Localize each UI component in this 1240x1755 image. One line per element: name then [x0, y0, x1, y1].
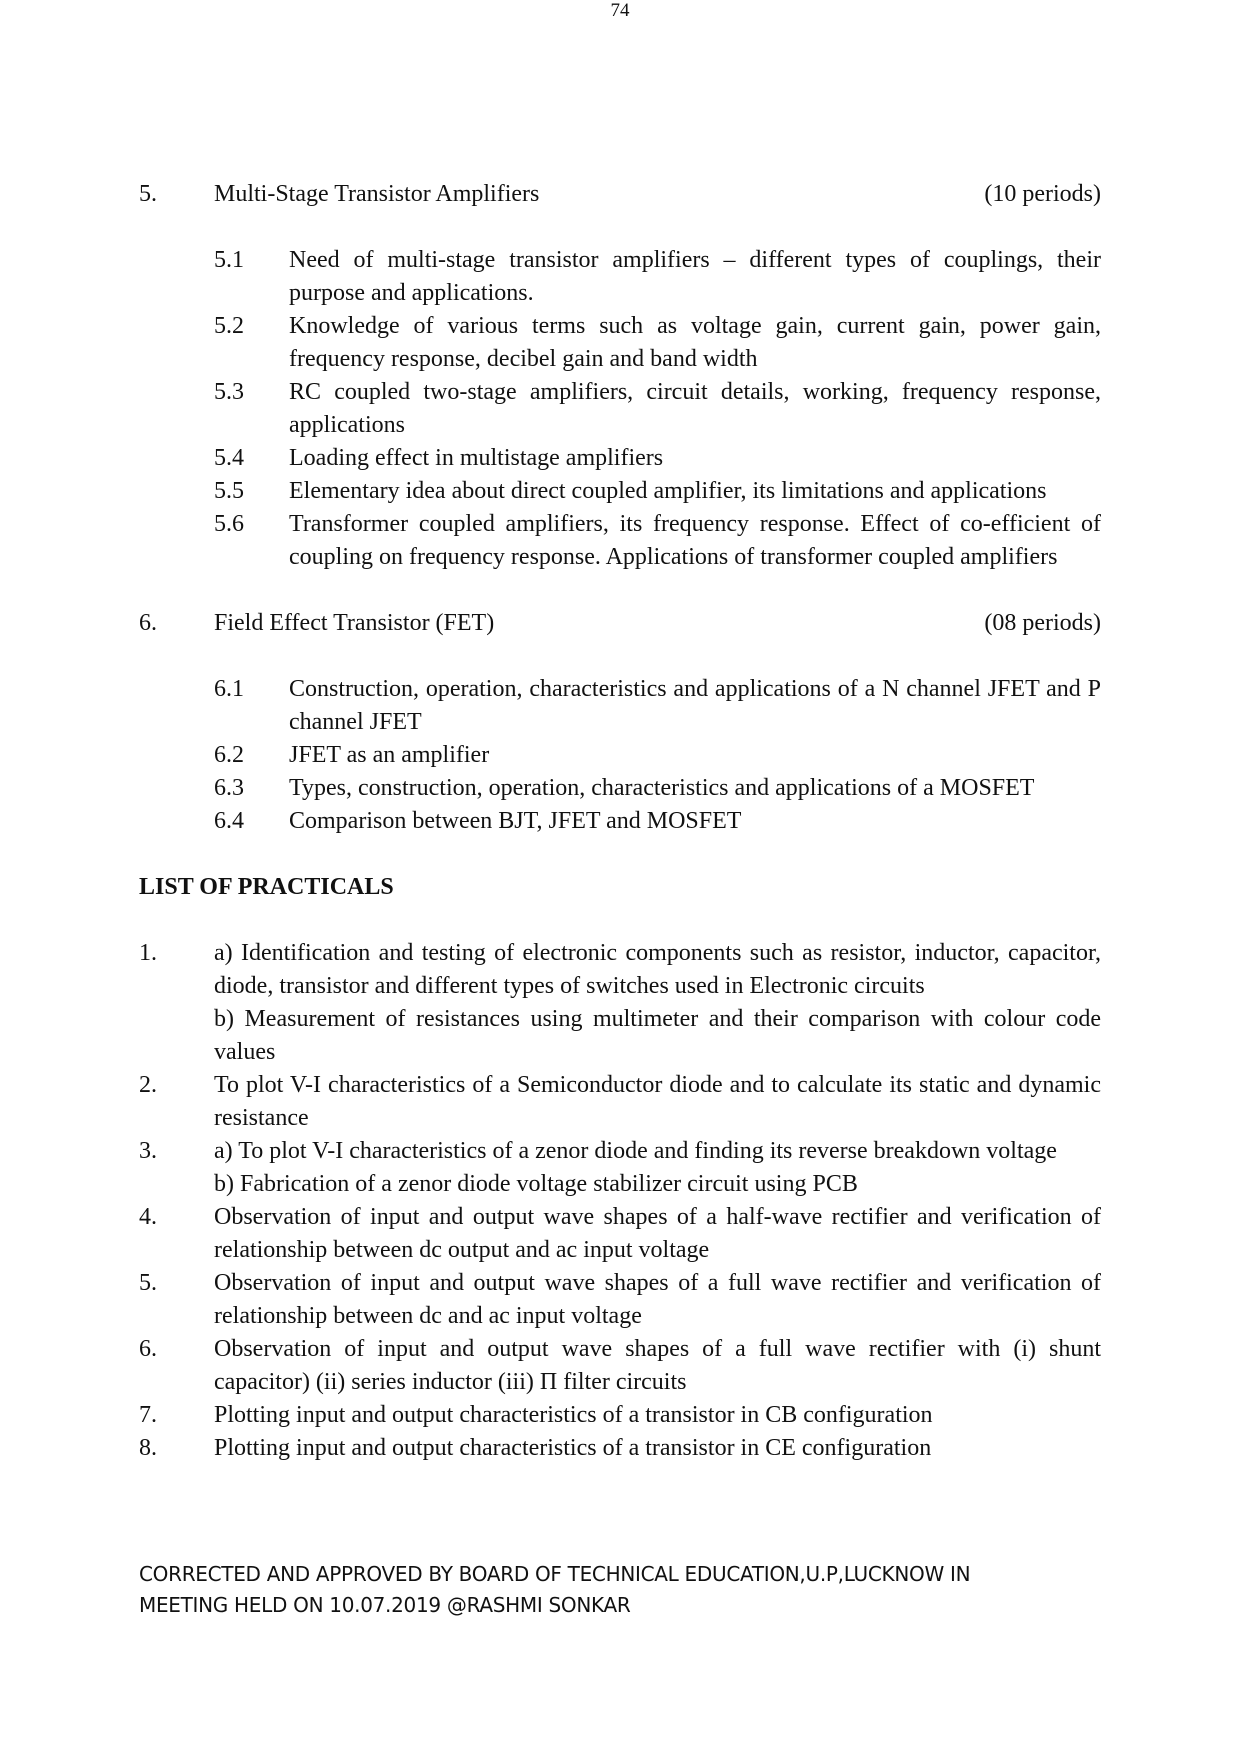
subitem-number: 5.2 [214, 313, 244, 339]
subitem-number: 6.1 [214, 676, 244, 702]
practicals-list [139, 937, 1101, 1465]
subitem-5-3 [139, 376, 1101, 442]
subitem-5-1 [139, 244, 1101, 310]
section-periods: (10 periods) [984, 181, 1101, 207]
subitem-text: Loading effect in multistage amplifiers [289, 445, 664, 471]
approval-footer [139, 1559, 1101, 1621]
subitem-6-1 [139, 673, 1101, 739]
practical-number: 8. [139, 1435, 157, 1461]
practical-item-2 [139, 1069, 1101, 1135]
subitem-text: Construction, operation, characteristics and applications of a N channel JFET and P channel JFET [289, 676, 1101, 735]
subitem-text: Comparison between BJT, JFET and MOSFET [289, 808, 742, 834]
practical-number: 2. [139, 1072, 157, 1098]
practical-number: 1. [139, 940, 157, 966]
spacer [139, 838, 1101, 871]
practical-text: Observation of input and output wave shapes of a half-wave rectifier and verification of relationship between dc output and ac input voltage [214, 1204, 1101, 1263]
document-body [139, 178, 1101, 1465]
section-heading-6 [139, 607, 1101, 640]
section-periods: (08 periods) [984, 610, 1101, 636]
practical-item-4 [139, 1201, 1101, 1267]
subitem-number: 5.6 [214, 511, 244, 537]
subitem-5-5 [139, 475, 1101, 508]
page-number: 74 [610, 0, 630, 21]
subitem-6-4 [139, 805, 1101, 838]
subitem-text: Knowledge of various terms such as voltage gain, current gain, power gain, frequency response, decibel gain and band width [289, 313, 1101, 372]
subitem-5-2 [139, 310, 1101, 376]
spacer [139, 904, 1101, 937]
section-heading-5 [139, 178, 1101, 211]
subitem-text: Elementary idea about direct coupled amplifier, its limitations and applications [289, 478, 1047, 504]
subitem-6-2 [139, 739, 1101, 772]
subitem-text: JFET as an amplifier [289, 742, 490, 768]
practical-text: To plot V-I characteristics of a Semiconductor diode and to calculate its static and dynamic resistance [214, 1072, 1101, 1131]
practical-item-8 [139, 1432, 1101, 1465]
section-6-items [139, 673, 1101, 838]
subitem-text: Transformer coupled amplifiers, its frequency response. Effect of co-efficient of coupling on frequency response. Applications of transformer coupled amplifiers [289, 511, 1101, 570]
practical-item-1 [139, 937, 1101, 1069]
practical-item-7 [139, 1399, 1101, 1432]
footer-line: CORRECTED AND APPROVED BY BOARD OF TECHNICAL EDUCATION,U.P,LUCKNOW IN [139, 1562, 971, 1586]
practical-number: 7. [139, 1402, 157, 1428]
subitem-number: 6.2 [214, 742, 244, 768]
subitem-number: 5.3 [214, 379, 244, 405]
practical-text: Observation of input and output wave shapes of a full wave rectifier with (i) shunt capacitor) (ii) series inductor (iii) Π filter circuits [214, 1336, 1101, 1395]
practical-number: 3. [139, 1138, 157, 1164]
practical-number: 5. [139, 1270, 157, 1296]
spacer [139, 574, 1101, 607]
practical-number: 6. [139, 1336, 157, 1362]
practical-text: a) Identification and testing of electronic components such as resistor, inductor, capacitor, diode, transistor and different types of switches used in Electronic circuits [214, 940, 1101, 999]
section-5-items [139, 244, 1101, 574]
subitem-text: RC coupled two-stage amplifiers, circuit details, working, frequency response, applications [289, 379, 1101, 438]
subitem-number: 5.1 [214, 247, 244, 273]
subitem-number: 5.5 [214, 478, 244, 504]
footer-line: MEETING HELD ON 10.07.2019 @RASHMI SONKAR [139, 1593, 631, 1617]
subitem-5-4 [139, 442, 1101, 475]
subitem-number: 5.4 [214, 445, 244, 471]
subitem-text: Need of multi-stage transistor amplifiers – different types of couplings, their purpose and applications. [289, 247, 1101, 306]
practical-item-3 [139, 1135, 1101, 1201]
subitem-5-6 [139, 508, 1101, 574]
practical-text: b) Fabrication of a zenor diode voltage stabilizer circuit using PCB [214, 1171, 858, 1197]
practical-text: Plotting input and output characteristics of a transistor in CE configuration [214, 1435, 932, 1461]
practical-text: Observation of input and output wave shapes of a full wave rectifier and verification of relationship between dc and ac input voltage [214, 1270, 1101, 1329]
section-number: 6. [139, 610, 157, 636]
practical-item-6 [139, 1333, 1101, 1399]
section-number: 5. [139, 181, 157, 207]
practical-text: Plotting input and output characteristics of a transistor in CB configuration [214, 1402, 933, 1428]
section-title: Multi-Stage Transistor Amplifiers [214, 181, 540, 207]
subitem-number: 6.4 [214, 808, 244, 834]
practical-item-5 [139, 1267, 1101, 1333]
practicals-heading: LIST OF PRACTICALS [139, 874, 394, 900]
practical-text: b) Measurement of resistances using multimeter and their comparison with colour code values [214, 1006, 1101, 1065]
section-title: Field Effect Transistor (FET) [214, 610, 495, 636]
practical-number: 4. [139, 1204, 157, 1230]
practical-text: a) To plot V-I characteristics of a zenor diode and finding its reverse breakdown voltage [214, 1138, 1057, 1164]
subitem-6-3 [139, 772, 1101, 805]
subitem-text: Types, construction, operation, characteristics and applications of a MOSFET [289, 775, 1035, 801]
subitem-number: 6.3 [214, 775, 244, 801]
